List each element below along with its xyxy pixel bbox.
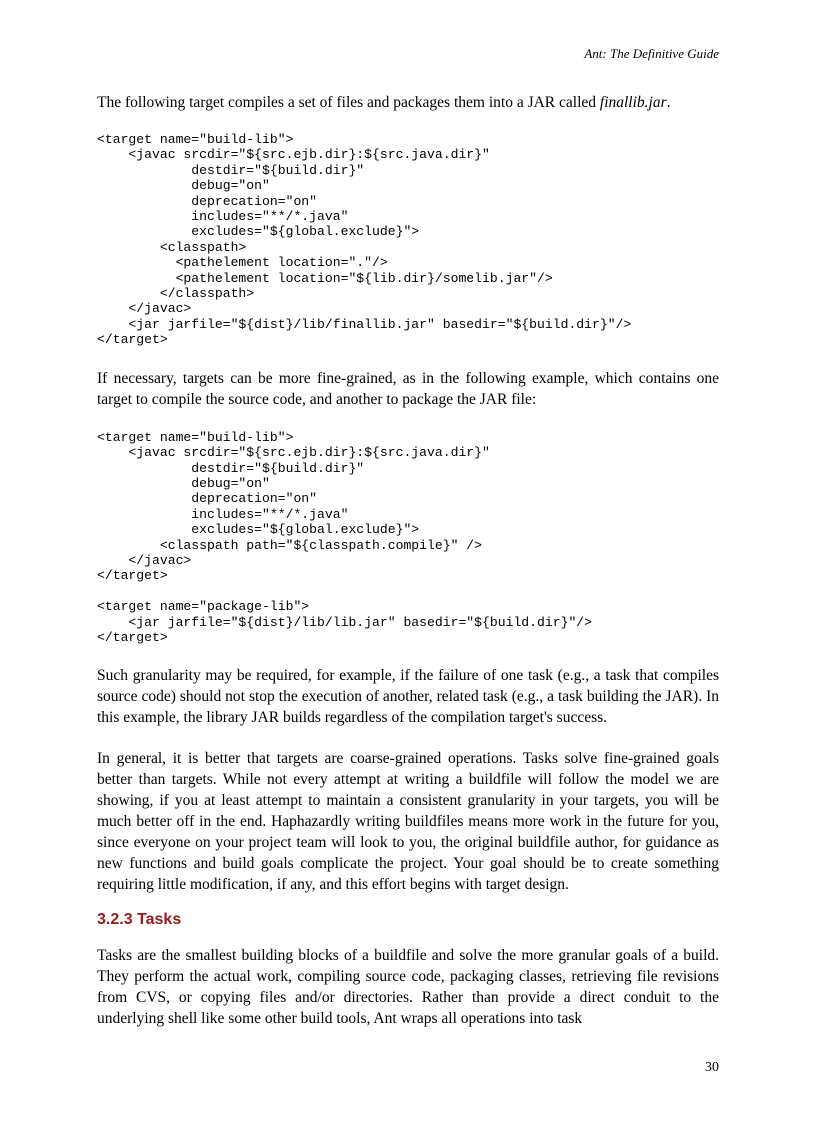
filename-emphasis: finallib.jar [599, 94, 667, 111]
coarse-grained-paragraph: In general, it is better that targets are coarse-grained operations. Tasks solve fine-grained goals better than targets. While not every attempt at writing a buildfile will follow the model we are showing, if you at least attempt to maintain a consistent granularity in your targets, you will be much better off in the end. Haphazardly writing buildfiles means more work in the future for you, since everyone on your project team will look to you, the original buildfile author, for guidance as new functions and build goals complicate the project. Your goal should be to create something requiring little modification, if any, and this effort begins with target design. [97, 750, 719, 894]
code-block-build-lib: <target name="build-lib"> <javac srcdir="${src.ejb.dir}:${src.java.dir}" destdir="${build.dir}" debug="on" deprecation="on" includes="**/*.java" excludes="${global.exclude}"> <classpath> <pathelement location="."/> <pathelement location="${lib.dir}/somelib.jar"/> </classpath> </javac> <jar jarfile="${dist}/lib/finallib.jar" basedir="${build.dir}"/> </target> [97, 132, 632, 348]
page-content [97, 92, 719, 1029]
running-header: Ant: The Definitive Guide [584, 46, 719, 61]
tasks-paragraph: Tasks are the smallest building blocks of a buildfile and solve the more granular goals of a build. They perform the actual work, compiling source code, packaging classes, retrieving file revisions from CVS, or copying files and/or directories. Rather than provide a direct conduit to the underlying shell like some other build tools, Ant wraps all operations into task [97, 947, 719, 1028]
fine-grained-paragraph: If necessary, targets can be more fine-grained, as in the following example, which contains one target to compile the source code, and another to package the JAR file: [97, 369, 719, 408]
code-block-split-targets: <target name="build-lib"> <javac srcdir="${src.ejb.dir}:${src.java.dir}" destdir="${build.dir}" debug="on" deprecation="on" includes="**/*.java" excludes="${global.exclude}"> <classpath path="${classpath.compile}" /> </javac> </target> <target name="package-lib"> <jar jarfile="${dist}/lib/lib.jar" basedir="${build.dir}"/> </target> [97, 429, 593, 645]
page-number: 30 [705, 1060, 719, 1075]
intro-paragraph [97, 92, 719, 113]
granularity-paragraph: Such granularity may be required, for example, if the failure of one task (e.g., a task that compiles source code) should not stop the execution of another, related task (e.g., a task building the JAR). In this example, the library JAR builds regardless of the compilation target's success. [97, 667, 719, 727]
intro-period: . [666, 94, 671, 111]
section-heading-tasks: 3.2.3 Tasks [97, 911, 182, 929]
intro-text: The following target compiles a set of files and packages them into a JAR called [97, 94, 600, 111]
